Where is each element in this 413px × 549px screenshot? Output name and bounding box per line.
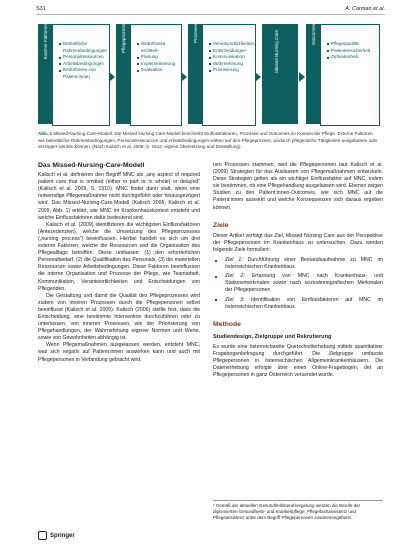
- page-number: S31: [36, 6, 46, 12]
- arrow-icon: [109, 72, 115, 82]
- list-item: Pflegequalität: [327, 41, 377, 48]
- publisher-logo: [38, 531, 75, 540]
- paragraph: nen Prozessen stammen, weil die Pflegepersonen laut Kalisch et al. (2009) Strategien für das Auslassen von Pflegemaßnahmen entwickeln. Diese Strategien gelten als ein wichtiger Einflussfaktor auf MNC, indem sie bestimmen, ob eine Pflegehandlung ausgelassen wird. Ebenso zeigen Studien zu den Patient:innen-Outcomes, wie sich MNC auf die Patient:innen auswirkt und welche Konsequenzen sich daraus ergeben können.: [213, 162, 383, 211]
- list-item: Ziel 1: Durchführung einer Bestandsaufnahme zu MNC im österreichischen Krankenhaus: [213, 257, 383, 271]
- list-item: Verantwortlichkeiten: [209, 41, 253, 48]
- outcomes-bar: Outcomes: [306, 24, 320, 124]
- right-column: [213, 162, 383, 379]
- arrow-icon: [255, 72, 261, 82]
- figure-model: [38, 20, 385, 129]
- paragraph: Es wurde eine österreichweite Querschnitterhebung mittels quantitativer Fragebogenbefragung durchgeführt. Die Zielgruppe umfasste Pflegepersonen in österreichischen Allgemeinkrankenhäusern. Die Datenerhebung erfolgte über einen Online-Fragebogen, der an Pflegepersonen in ganz Österreich versendet wurde.: [213, 343, 383, 379]
- list-item: Evaluation: [137, 67, 179, 74]
- list-item: Betriebliche Rahmenbedingungen: [59, 41, 107, 54]
- paragraph: Wenn Pflegemaßnahmen ausgelassen werden, entsteht MNC, was sich negativ auf Patient:innen auswirken kann und auch mit Pflegepersonen in Verbindung gebracht wird.: [38, 342, 200, 363]
- list-item: Planung: [137, 54, 179, 61]
- arrow-icon: [299, 72, 305, 82]
- list-item: Kommunikation: [209, 54, 253, 61]
- missed-nursing-care-block: Missed Nursing Care: [262, 24, 298, 124]
- left-column: [38, 162, 200, 364]
- list-item: Entscheidungen: [209, 48, 253, 55]
- external-factors-box: [52, 24, 110, 126]
- list-item: Bedürfnisse von Patient:innen: [59, 67, 107, 80]
- nursing-process-box: [130, 24, 182, 126]
- paragraph: Dieser Artikel verfolgt das Ziel, Missed Nursing Care aus der Perspektive der Pflegepersonen im Krankenhaus zu untersuchen. Dazu werden folgende Ziele formuliert:: [213, 232, 383, 253]
- paragraph: Kalisch et al. definieren den Begriff MNC als „any aspect of required patient care that is omitted (either in part or in whole) or delayed“ (Kalisch et al. 2009, S. 1510). MNC findet dann statt, wenn eine notwendige Pflegemaßnahme nicht durchgeführt oder hinausgezögert wird. Das Missed-Nursing-Care-Modell (Kalisch 2006; Kalisch et al. 2009, Abb. 1) erklärt, wie MNC im Krankenhauskontext entsteht und welche Einflussfaktoren dafür bedeutend sind.: [38, 172, 200, 221]
- running-author: A. Carman et al.: [345, 6, 385, 12]
- outcomes-box: [320, 24, 380, 126]
- arrow-icon: [181, 72, 187, 82]
- processes-bar: Prozesse: [188, 24, 202, 124]
- list-item: Wahrnehmung: [209, 61, 253, 68]
- goals-heading: Ziele: [213, 221, 229, 229]
- publisher-name: Springer: [50, 532, 75, 539]
- running-header: [36, 4, 385, 14]
- list-item: Bedürfnisse ermitteln: [137, 41, 179, 54]
- paragraph: Die Gestaltung und damit die Qualität des Pflegeprozesses wird zudem von inneren Prozessen durch die Pflegepersonen selbst beeinflusst (Kalisch et al. 2009). Kalisch (2006) stellte fest, dass die Entscheidung, eine bestimmte Intervention durchzuführen oder zu unterlassen, von inneren Prozessen, wie der Priorisierung von Pflegehandlungen, der Wahrnehmung eigener Normen und Werte, sowie von Gewohnheiten abhängig ist.: [38, 292, 200, 342]
- goals-list: [213, 257, 383, 311]
- list-item: Personalressourcen: [59, 54, 107, 61]
- header-rule: [36, 14, 385, 15]
- methods-heading: Methode: [213, 320, 241, 328]
- subsection-title: Studiendesign, Zielgruppe und Rekrutierung: [213, 333, 332, 340]
- nursing-process-bar: Pflegeprozess: [116, 24, 130, 124]
- paragraph: Kalisch et al. (2009) identifizieren die wichtigsten Einflussfaktoren (Antezedenzien), welche die Umsetzung des Pflegeprozesses („nursing process“) beeinflussen. Hierbei handelt es sich um drei externe Faktoren, welche die Ressourcen und die Organisation des Pflegealltags betreffen. Diese umfassen: (1) den erforderlichen Personalbedarf, (2) die Qualifikation des Personals, (3) die materiellen Ressourcen sowie Arbeitsbedingungen. Diese Faktoren beeinflussen die interne Organisation und Prozesse der Pflege, wie Teamarbeit, Kommunikation, Verantwortlichkeiten und Entscheidungen von Pflegenden.: [38, 221, 200, 292]
- list-item: Ziel 2: Erfassung von MNC nach Krankenhaus- und Stationsmerkmalen sowie nach soziodemografischen Merkmalen der Pflegepersonen: [213, 273, 383, 294]
- list-item: Zufriedenheit: [327, 54, 377, 61]
- list-item: Implementierung: [137, 61, 179, 68]
- list-item: Arbeitsbedingungen: [59, 61, 107, 68]
- processes-box: [202, 24, 256, 126]
- external-factors-bar: Externe Faktoren: [38, 24, 52, 124]
- list-item: Priorisierung: [209, 67, 253, 74]
- caption-text: Missed-Nursing-Care-Modell. Die Missed Nursing Care-Modell beschreibt Einflussfaktoren, Prozesse und Outcomes im Kontext der Pflege. Externe Faktoren wie betriebliche Rahmenbedingungen, Personalressourcen und Arbeitsbedingungen wirken auf den Pflegeprozess, wodurch pflegerische Tätigkeiten ausgelassen oder verzögert werden können. (Nach Kalisch et al. 2009; S. 1512; eigene Übersetzung und Darstellung): [38, 131, 378, 150]
- list-item: Ziel 3: Identifikation von Einflussfaktoren auf MNC im österreichischen Krankenhaus: [213, 297, 383, 311]
- footnote: ¹ Gemäß der aktuellen Gesundheitsberuferegelung werden die Berufe der diplomierten Gesundheits- und Krankenpflege, Pflegefachassistenz und Pflegeassistenz unter dem Begriff Pflegepersonen zusammengefasst.: [213, 500, 383, 521]
- springer-horse-icon: [38, 531, 47, 540]
- figure-caption: [38, 131, 378, 151]
- section-title: Das Missed-Nursing-Care-Modell: [38, 162, 145, 169]
- list-item: Patientensicherheit: [327, 48, 377, 55]
- caption-label: Abb. 1: [38, 131, 53, 136]
